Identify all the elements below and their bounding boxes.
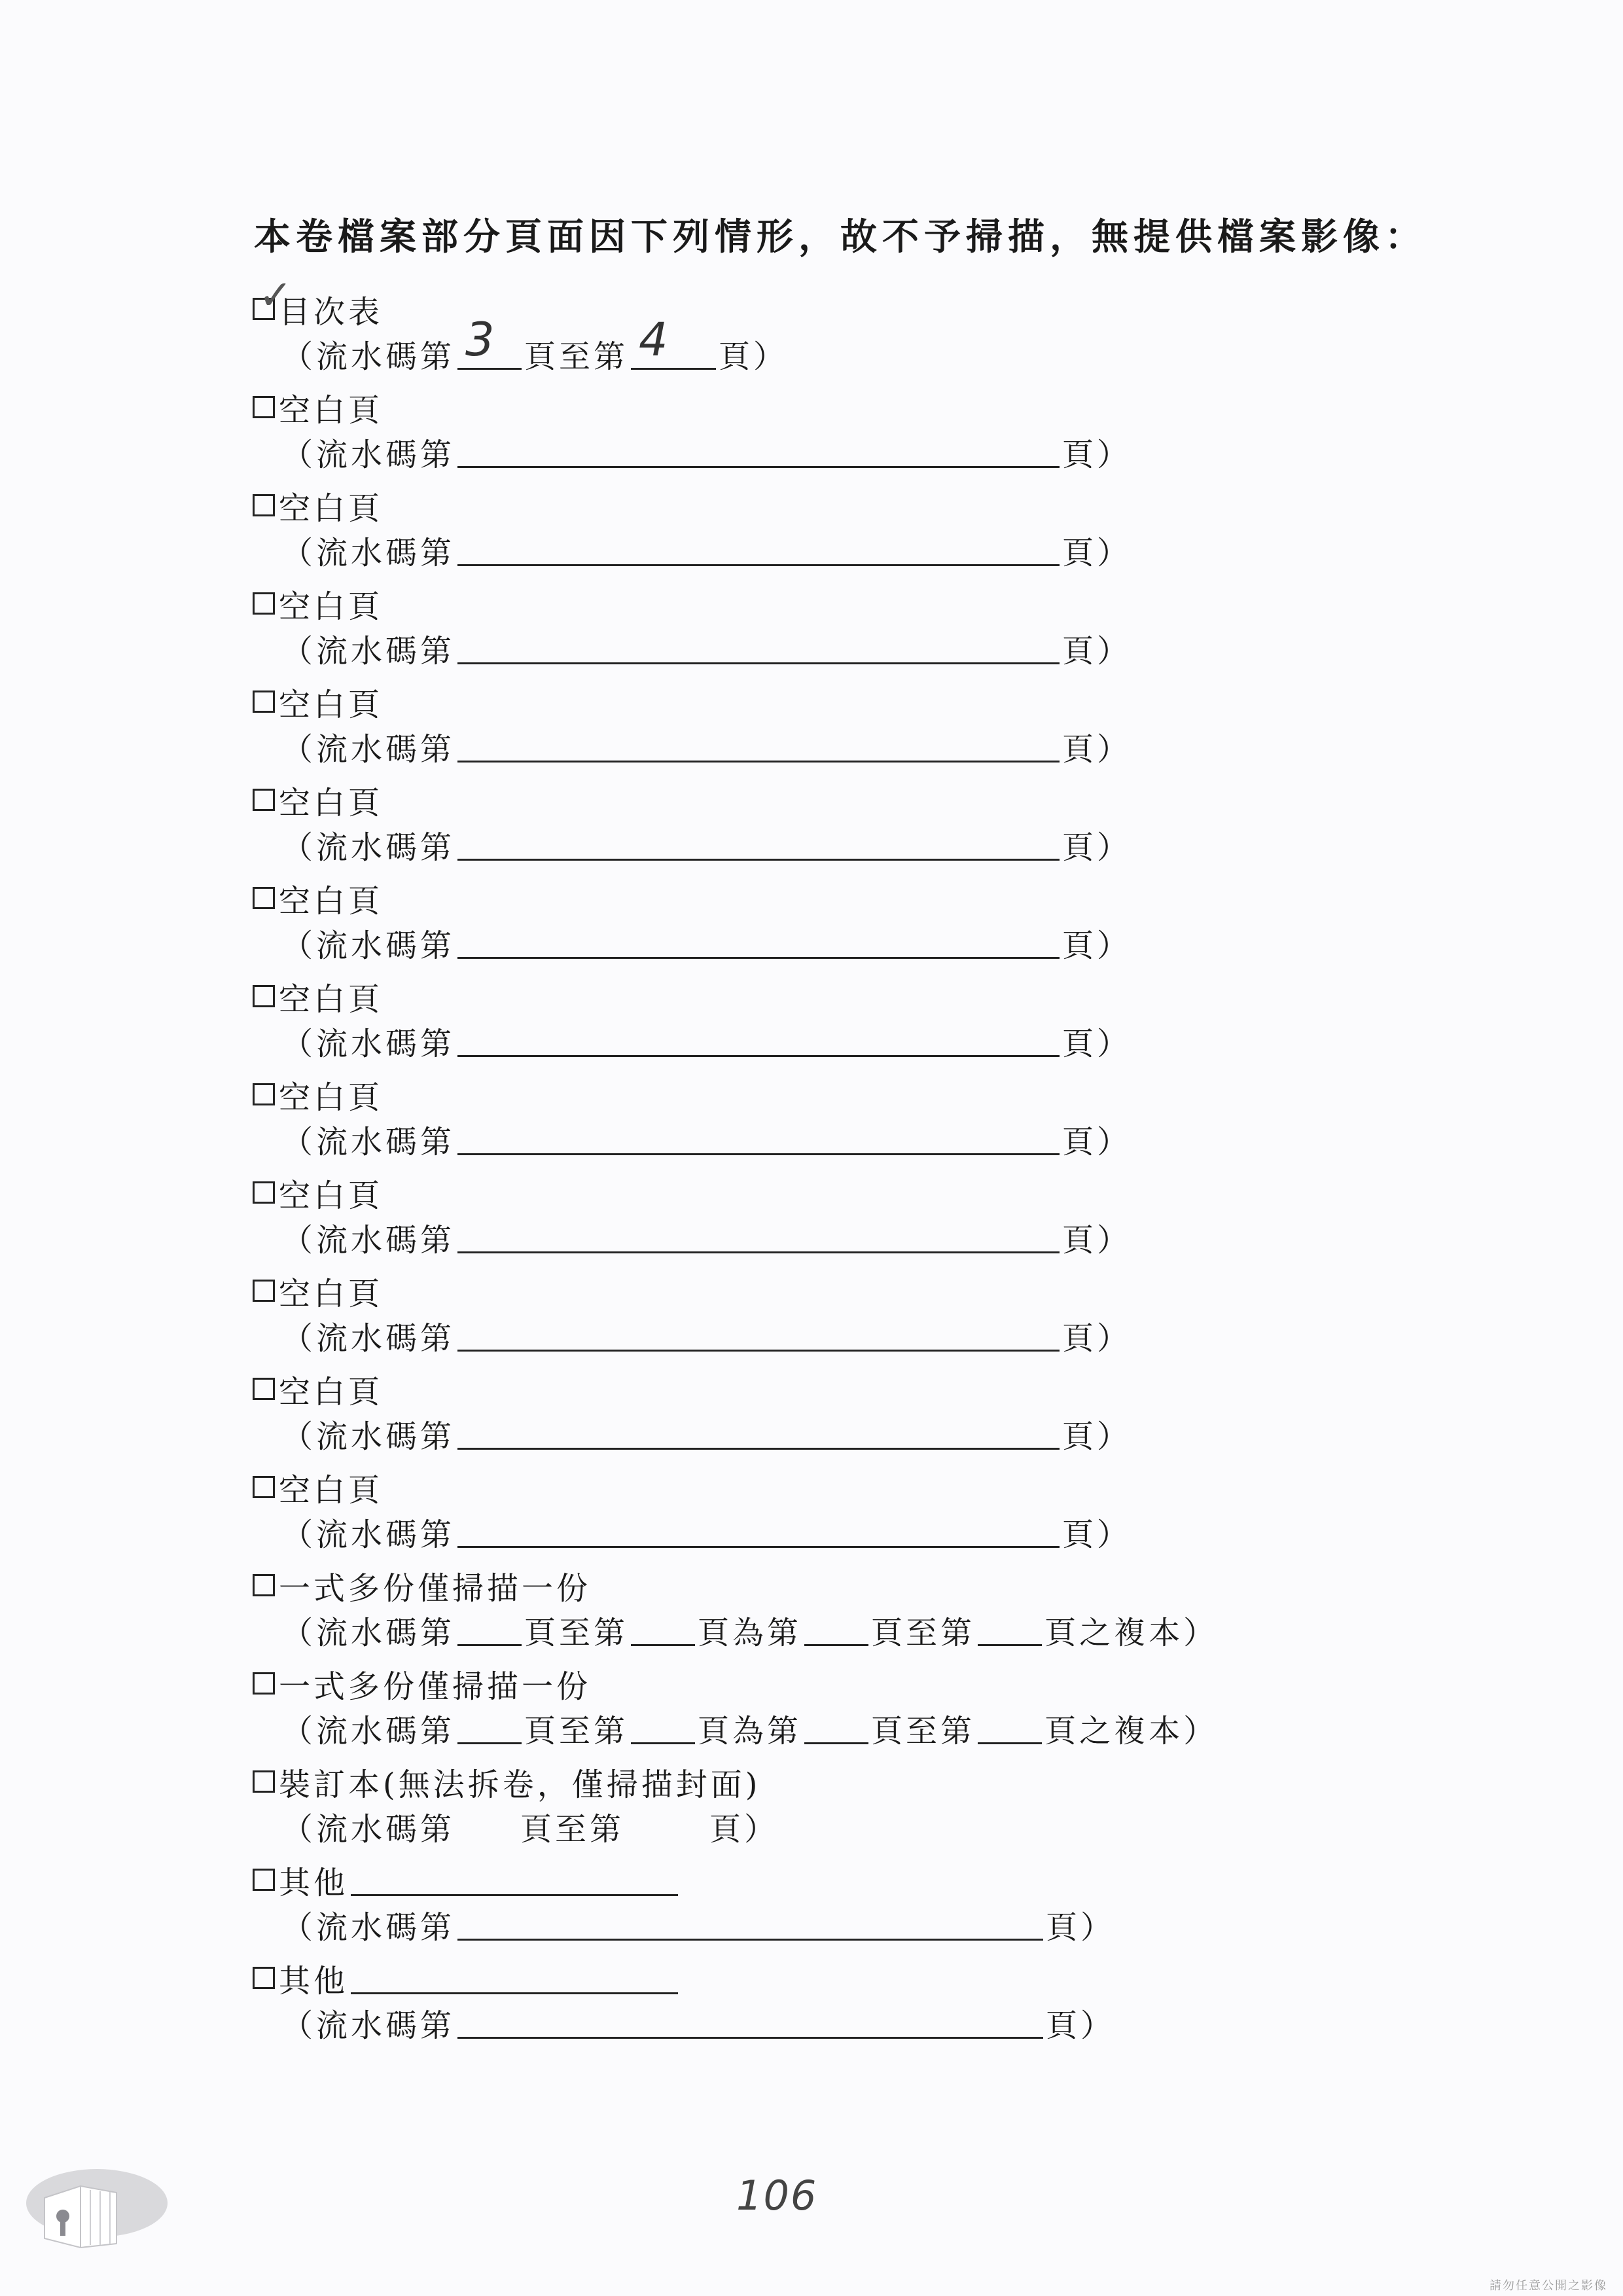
copy-field[interactable]	[804, 1614, 868, 1646]
serial-field[interactable]	[457, 2007, 1043, 2039]
copy-text-1: （流水碼第	[281, 1614, 455, 1651]
serial-suffix: 頁）	[1062, 1221, 1132, 1259]
item-blank-page	[253, 679, 383, 725]
serial-field[interactable]	[457, 1319, 1060, 1352]
serial-prefix: （流水碼第	[281, 2007, 455, 2044]
serial-field[interactable]	[457, 1221, 1060, 1253]
serial-prefix: （流水碼第	[281, 730, 455, 768]
serial-middle: 頁至第	[524, 338, 629, 375]
item-blank-page	[253, 581, 383, 626]
item-label: 其他	[279, 1962, 349, 2000]
item-label: 空白頁	[279, 784, 383, 821]
item-label: 空白頁	[279, 490, 383, 527]
serial-suffix: 頁）	[1062, 829, 1132, 866]
item-blank-page	[253, 482, 383, 528]
serial-line	[281, 429, 1132, 475]
checkbox-blank-page[interactable]	[253, 691, 275, 713]
serial-line	[281, 1018, 1132, 1064]
serial-suffix: 頁）	[1062, 730, 1132, 768]
copy-range-line	[281, 1705, 1218, 1751]
checkbox-blank-page[interactable]	[253, 1181, 275, 1204]
item-bound-volume	[253, 1759, 760, 1804]
serial-prefix: （流水碼第	[281, 1909, 455, 1946]
serial-field[interactable]	[457, 534, 1060, 566]
serial-line	[281, 1901, 1115, 1947]
item-multiple-copies	[253, 1660, 591, 1706]
serial-field[interactable]	[457, 632, 1060, 664]
serial-line	[281, 1214, 1132, 1260]
serial-line	[281, 625, 1132, 671]
checkbox-other[interactable]	[253, 1967, 275, 1989]
copy-text-2: 頁至第	[524, 1614, 629, 1651]
serial-line	[281, 920, 1132, 965]
serial-line	[281, 1116, 1132, 1162]
copy-text-3: 頁為第	[698, 1614, 802, 1651]
checkbox-blank-page[interactable]	[253, 985, 275, 1007]
item-label: 空白頁	[279, 588, 383, 625]
copy-text-5: 頁之複本）	[1044, 1712, 1219, 1749]
item-blank-page	[253, 973, 383, 1019]
item-label: 目次表	[279, 293, 383, 331]
serial-middle: 頁至第	[520, 1810, 625, 1848]
item-label: 空白頁	[279, 882, 383, 920]
archive-logo-icon	[18, 2152, 169, 2250]
serial-prefix: （流水碼第	[281, 632, 455, 670]
serial-suffix: 頁）	[1062, 927, 1132, 964]
serial-suffix: 頁）	[709, 1810, 779, 1848]
checkbox-table-of-contents[interactable]	[253, 271, 296, 320]
serial-prefix: （流水碼第	[281, 927, 455, 964]
other-description-field[interactable]	[351, 1962, 678, 1994]
item-label: 裝訂本(無法拆卷，僅掃描封面)	[279, 1766, 761, 1803]
handwritten-to-page: 4	[639, 312, 668, 367]
serial-prefix: （流水碼第	[281, 534, 455, 571]
handwritten-page-number: 106	[736, 2172, 818, 2219]
item-label: 一式多份僅掃描一份	[279, 1570, 592, 1607]
item-blank-page	[253, 384, 383, 430]
copy-text-3: 頁為第	[698, 1712, 802, 1749]
copy-text-2: 頁至第	[524, 1712, 629, 1749]
checkbox-other[interactable]	[253, 1869, 275, 1891]
checkbox-multiple-copies[interactable]	[253, 1672, 275, 1695]
serial-field[interactable]	[457, 436, 1060, 468]
item-label: 空白頁	[279, 1079, 383, 1116]
item-blank-page	[253, 777, 383, 823]
serial-prefix: （流水碼第	[281, 1123, 455, 1160]
item-label: 空白頁	[279, 1177, 383, 1214]
serial-range-line	[281, 312, 789, 376]
item-blank-page	[253, 1464, 383, 1510]
copy-text-5: 頁之複本）	[1044, 1614, 1219, 1651]
serial-suffix: 頁）	[1062, 1025, 1132, 1062]
copy-text-4: 頁至第	[871, 1712, 976, 1749]
serial-field[interactable]	[457, 927, 1060, 959]
serial-field[interactable]	[457, 1418, 1060, 1450]
checkbox-blank-page[interactable]	[253, 494, 275, 516]
serial-suffix: 頁）	[1062, 436, 1132, 473]
serial-suffix: 頁）	[1046, 2007, 1116, 2044]
item-blank-page	[253, 1366, 383, 1412]
to-page-field[interactable]	[631, 312, 716, 370]
other-description-field[interactable]	[351, 1864, 678, 1896]
item-label: 空白頁	[279, 391, 383, 429]
serial-prefix: （流水碼第	[281, 1221, 455, 1259]
serial-suffix: 頁）	[1062, 632, 1132, 670]
serial-field[interactable]	[457, 730, 1060, 762]
serial-field[interactable]	[457, 1909, 1043, 1941]
serial-line	[281, 723, 1132, 769]
copy-range-line	[281, 1607, 1218, 1653]
serial-field[interactable]	[457, 1516, 1060, 1548]
serial-line	[281, 1312, 1132, 1358]
checkmark-icon: ✓	[259, 271, 296, 319]
copy-field[interactable]	[978, 1712, 1042, 1744]
serial-prefix: （流水碼第	[281, 1810, 455, 1848]
item-other	[253, 1955, 681, 2001]
serial-line	[281, 821, 1132, 867]
serial-line	[281, 527, 1132, 573]
item-blank-page	[253, 1170, 383, 1215]
serial-range-line	[281, 1803, 779, 1849]
item-other	[253, 1857, 681, 1903]
serial-suffix: 頁）	[1062, 534, 1132, 571]
item-table-of-contents	[253, 271, 383, 332]
serial-suffix: 頁）	[1062, 1418, 1132, 1455]
checkbox-blank-page[interactable]	[253, 789, 275, 811]
serial-prefix: （流水碼第	[281, 1319, 455, 1357]
serial-line	[281, 1509, 1132, 1554]
serial-suffix: 頁）	[1062, 1123, 1132, 1160]
serial-line	[281, 1410, 1132, 1456]
item-multiple-copies	[253, 1562, 591, 1608]
copy-field[interactable]	[804, 1712, 868, 1744]
item-label: 其他	[279, 1864, 349, 1901]
item-label: 空白頁	[279, 1373, 383, 1410]
item-label: 空白頁	[279, 1275, 383, 1312]
serial-prefix: （流水碼第	[281, 1025, 455, 1062]
serial-field[interactable]	[457, 829, 1060, 861]
copy-field[interactable]	[457, 1614, 522, 1646]
serial-suffix: 頁）	[719, 338, 789, 375]
serial-suffix: 頁）	[1046, 1909, 1116, 1946]
copy-text-1: （流水碼第	[281, 1712, 455, 1749]
item-blank-page	[253, 875, 383, 921]
checkbox-bound-volume[interactable]	[253, 1770, 275, 1793]
item-label: 空白頁	[279, 980, 383, 1018]
serial-prefix: （流水碼第	[281, 1418, 455, 1455]
serial-prefix: （流水碼第	[281, 1516, 455, 1553]
serial-prefix: （流水碼第	[281, 829, 455, 866]
item-blank-page	[253, 1071, 383, 1117]
copy-field[interactable]	[631, 1614, 695, 1646]
item-label: 空白頁	[279, 1471, 383, 1509]
checkbox-blank-page[interactable]	[253, 396, 275, 418]
from-page-field[interactable]	[457, 312, 522, 370]
serial-field[interactable]	[457, 1123, 1060, 1155]
checkbox-blank-page[interactable]	[253, 592, 275, 615]
item-blank-page	[253, 1268, 383, 1314]
item-label: 一式多份僅掃描一份	[279, 1668, 592, 1705]
checkbox-multiple-copies[interactable]	[253, 1574, 275, 1596]
serial-line	[281, 2000, 1115, 2045]
copy-field[interactable]	[978, 1614, 1042, 1646]
serial-prefix: （流水碼第	[281, 338, 455, 375]
serial-field[interactable]	[457, 1025, 1060, 1057]
handwritten-from-page: 3	[465, 312, 495, 367]
checkbox-blank-page[interactable]	[253, 887, 275, 909]
copy-field[interactable]	[457, 1712, 522, 1744]
checkbox-blank-page[interactable]	[253, 1083, 275, 1105]
checkbox-blank-page[interactable]	[253, 1476, 275, 1498]
copy-text-4: 頁至第	[871, 1614, 976, 1651]
serial-prefix: （流水碼第	[281, 436, 455, 473]
copy-field[interactable]	[631, 1712, 695, 1744]
serial-suffix: 頁）	[1062, 1319, 1132, 1357]
serial-suffix: 頁）	[1062, 1516, 1132, 1553]
page-title: 本卷檔案部分頁面因下列情形，故不予掃描，無提供檔案影像：	[254, 215, 1427, 259]
checkbox-blank-page[interactable]	[253, 1280, 275, 1302]
item-label: 空白頁	[279, 686, 383, 723]
footer-note: 請勿任意公開之影像	[1489, 2279, 1607, 2293]
checkbox-blank-page[interactable]	[253, 1378, 275, 1400]
